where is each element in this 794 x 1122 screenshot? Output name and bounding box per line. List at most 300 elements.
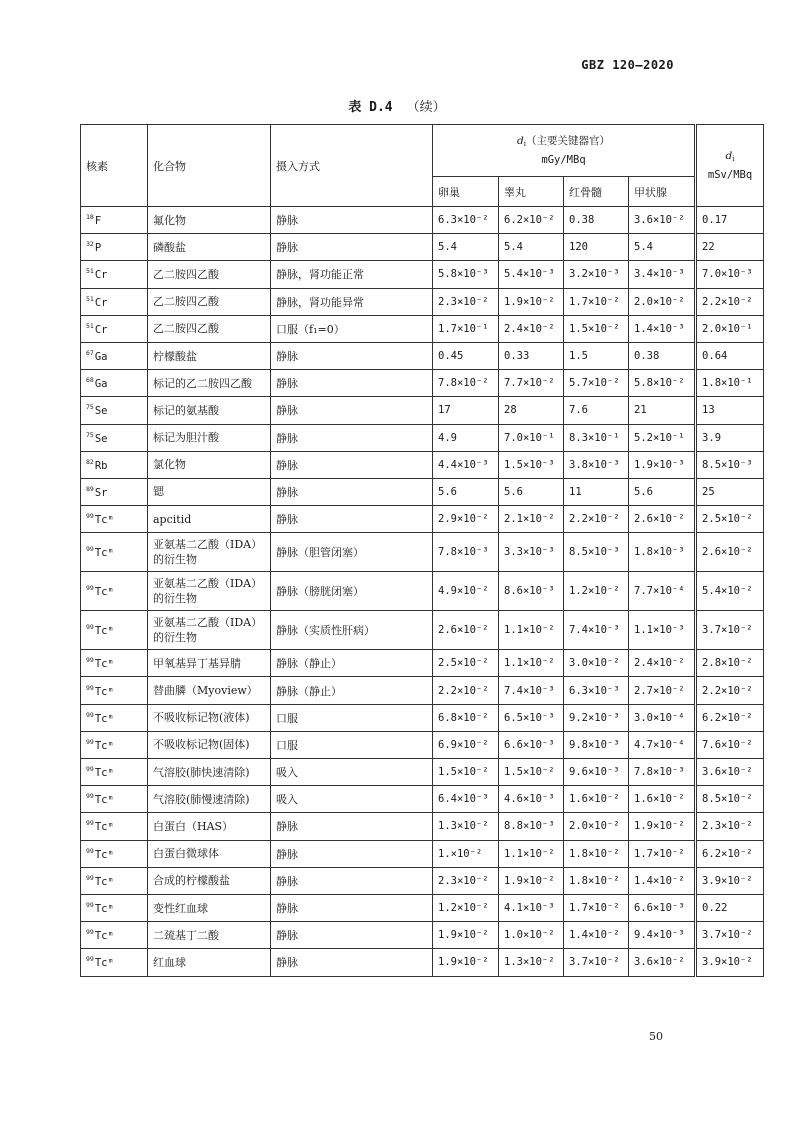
header-organ-group-symbol: d	[517, 135, 524, 147]
nuclide-cell	[81, 288, 148, 315]
ovary-dose-cell: 1.2×10⁻²	[433, 894, 499, 921]
route-cell: 静脉	[271, 342, 433, 369]
table-row	[81, 650, 764, 677]
header-organ-group-sub: i	[523, 140, 527, 148]
element-symbol: Tcᵐ	[94, 903, 114, 916]
route-cell: 静脉	[271, 506, 433, 533]
red-marrow-dose-cell: 8.3×10⁻¹	[564, 424, 629, 451]
header-organ-red-marrow: 红骨髓	[564, 177, 629, 207]
nuclide-cell	[81, 949, 148, 976]
element-symbol: Tcᵐ	[94, 739, 114, 752]
testis-dose-cell: 5.4×10⁻³	[499, 261, 564, 288]
red-marrow-dose-cell: 5.7×10⁻²	[564, 370, 629, 397]
effective-dose-cell: 0.64	[696, 342, 764, 369]
testis-dose-cell: 1.9×10⁻²	[499, 867, 564, 894]
thyroid-dose-cell: 1.9×10⁻²	[629, 813, 696, 840]
route-cell: 静脉	[271, 813, 433, 840]
element-symbol: Cr	[94, 323, 108, 336]
thyroid-dose-cell: 3.6×10⁻²	[629, 949, 696, 976]
route-cell: 静脉	[271, 949, 433, 976]
header-organ-group-text: （主要关键器官）	[526, 135, 611, 147]
mass-number: 99	[86, 955, 94, 964]
red-marrow-dose-cell: 3.0×10⁻²	[564, 650, 629, 677]
testis-dose-cell: 1.9×10⁻²	[499, 288, 564, 315]
nuclide-cell	[81, 650, 148, 677]
red-marrow-dose-cell: 2.0×10⁻²	[564, 813, 629, 840]
nuclide-cell	[81, 451, 148, 478]
ovary-dose-cell: 7.8×10⁻³	[433, 533, 499, 572]
compound-cell: 氯化物	[148, 451, 271, 478]
element-symbol: Tcᵐ	[94, 625, 114, 638]
table-row	[81, 342, 764, 369]
compound-cell: 不吸收标记物(液体)	[148, 704, 271, 731]
ovary-dose-cell: 4.9	[433, 424, 499, 451]
effective-dose-cell: 5.4×10⁻²	[696, 572, 764, 611]
red-marrow-dose-cell: 8.5×10⁻³	[564, 533, 629, 572]
red-marrow-dose-cell: 1.4×10⁻²	[564, 922, 629, 949]
compound-cell: 标记为胆汁酸	[148, 424, 271, 451]
effective-dose-cell: 1.8×10⁻¹	[696, 370, 764, 397]
thyroid-dose-cell: 1.7×10⁻²	[629, 840, 696, 867]
compound-cell: 不吸收标记物(固体)	[148, 731, 271, 758]
compound-cell: 气溶胶(肺快速清除)	[148, 759, 271, 786]
compound-cell: 甲氧基异丁基异腈	[148, 650, 271, 677]
effective-dose-cell: 6.2×10⁻²	[696, 840, 764, 867]
header-effective-sub: i	[732, 155, 735, 163]
effective-dose-cell: 0.17	[696, 207, 764, 234]
red-marrow-dose-cell: 9.8×10⁻³	[564, 731, 629, 758]
thyroid-dose-cell: 1.9×10⁻³	[629, 451, 696, 478]
header-row-1	[81, 125, 764, 177]
ovary-dose-cell: 5.8×10⁻³	[433, 261, 499, 288]
thyroid-dose-cell: 3.0×10⁻⁴	[629, 704, 696, 731]
nuclide-cell	[81, 759, 148, 786]
element-symbol: Tcᵐ	[94, 794, 114, 807]
effective-dose-cell: 7.0×10⁻³	[696, 261, 764, 288]
header-effective	[696, 125, 764, 207]
effective-dose-cell: 3.7×10⁻²	[696, 922, 764, 949]
table-continued-label: （续）	[406, 100, 446, 115]
header-organ-group-unit: mGy/MBq	[541, 154, 586, 166]
testis-dose-cell: 2.4×10⁻²	[499, 315, 564, 342]
testis-dose-cell: 3.3×10⁻³	[499, 533, 564, 572]
mass-number: 99	[86, 584, 94, 593]
nuclide-cell	[81, 894, 148, 921]
nuclide-cell	[81, 397, 148, 424]
element-symbol: Sr	[94, 486, 108, 499]
effective-dose-cell: 3.7×10⁻²	[696, 611, 764, 650]
compound-cell: 乙二胺四乙酸	[148, 261, 271, 288]
element-symbol: Tcᵐ	[94, 848, 114, 861]
red-marrow-dose-cell: 0.38	[564, 207, 629, 234]
thyroid-dose-cell: 5.4	[629, 234, 696, 261]
mass-number: 99	[86, 792, 94, 801]
table-row	[81, 288, 764, 315]
nuclide-cell	[81, 506, 148, 533]
nuclide-cell	[81, 342, 148, 369]
route-cell: 静脉	[271, 840, 433, 867]
table-row	[81, 234, 764, 261]
nuclide-cell	[81, 315, 148, 342]
table-row	[81, 207, 764, 234]
table-row	[81, 704, 764, 731]
nuclide-cell	[81, 840, 148, 867]
standard-code: GBZ 120—2020	[581, 58, 674, 72]
red-marrow-dose-cell: 1.6×10⁻²	[564, 786, 629, 813]
nuclide-cell	[81, 704, 148, 731]
table-row	[81, 451, 764, 478]
effective-dose-cell: 8.5×10⁻²	[696, 786, 764, 813]
compound-cell: 亚氨基二乙酸（IDA）的衍生物	[148, 611, 271, 650]
mass-number: 32	[86, 240, 94, 249]
testis-dose-cell: 4.6×10⁻³	[499, 786, 564, 813]
compound-cell: 锶	[148, 478, 271, 505]
ovary-dose-cell: 2.3×10⁻²	[433, 867, 499, 894]
mass-number: 99	[86, 737, 94, 746]
mass-number: 99	[86, 873, 94, 882]
ovary-dose-cell: 2.6×10⁻²	[433, 611, 499, 650]
red-marrow-dose-cell: 1.8×10⁻²	[564, 840, 629, 867]
element-symbol: Ga	[94, 351, 108, 364]
table-row	[81, 370, 764, 397]
route-cell: 吸入	[271, 786, 433, 813]
thyroid-dose-cell: 3.6×10⁻²	[629, 207, 696, 234]
compound-cell: 亚氨基二乙酸（IDA）的衍生物	[148, 533, 271, 572]
route-cell: 静脉（静止）	[271, 650, 433, 677]
nuclide-cell	[81, 478, 148, 505]
ovary-dose-cell: 6.9×10⁻²	[433, 731, 499, 758]
route-cell: 静脉	[271, 207, 433, 234]
thyroid-dose-cell: 4.7×10⁻⁴	[629, 731, 696, 758]
ovary-dose-cell: 2.5×10⁻²	[433, 650, 499, 677]
compound-cell: 乙二胺四乙酸	[148, 315, 271, 342]
page-number: 50	[649, 1030, 663, 1043]
element-symbol: Se	[94, 405, 108, 418]
mass-number: 99	[86, 710, 94, 719]
route-cell: 静脉	[271, 397, 433, 424]
red-marrow-dose-cell: 1.7×10⁻²	[564, 894, 629, 921]
mass-number: 75	[86, 403, 94, 412]
ovary-dose-cell: 2.2×10⁻²	[433, 677, 499, 704]
effective-dose-cell: 7.6×10⁻²	[696, 731, 764, 758]
testis-dose-cell: 28	[499, 397, 564, 424]
testis-dose-cell: 1.1×10⁻²	[499, 840, 564, 867]
route-cell: 静脉	[271, 424, 433, 451]
effective-dose-cell: 3.9	[696, 424, 764, 451]
thyroid-dose-cell: 0.38	[629, 342, 696, 369]
ovary-dose-cell: 1.7×10⁻¹	[433, 315, 499, 342]
thyroid-dose-cell: 5.8×10⁻²	[629, 370, 696, 397]
thyroid-dose-cell: 2.0×10⁻²	[629, 288, 696, 315]
mass-number: 51	[86, 321, 94, 330]
table-row	[81, 478, 764, 505]
ovary-dose-cell: 5.6	[433, 478, 499, 505]
ovary-dose-cell: 5.4	[433, 234, 499, 261]
effective-dose-cell: 25	[696, 478, 764, 505]
testis-dose-cell: 2.1×10⁻²	[499, 506, 564, 533]
header-organ-ovary: 卵巢	[433, 177, 499, 207]
effective-dose-cell: 2.5×10⁻²	[696, 506, 764, 533]
route-cell: 静脉（实质性肝病）	[271, 611, 433, 650]
element-symbol: F	[94, 215, 102, 228]
effective-dose-cell: 2.2×10⁻²	[696, 677, 764, 704]
effective-dose-cell: 3.6×10⁻²	[696, 759, 764, 786]
red-marrow-dose-cell: 120	[564, 234, 629, 261]
effective-dose-cell: 2.6×10⁻²	[696, 533, 764, 572]
thyroid-dose-cell: 5.2×10⁻¹	[629, 424, 696, 451]
table-row	[81, 840, 764, 867]
table-row	[81, 949, 764, 976]
nuclide-cell	[81, 677, 148, 704]
compound-cell: 变性红血球	[148, 894, 271, 921]
element-symbol: Tcᵐ	[94, 767, 114, 780]
compound-cell: 磷酸盐	[148, 234, 271, 261]
mass-number: 67	[86, 349, 94, 358]
mass-number: 99	[86, 512, 94, 521]
compound-cell: 气溶胶(肺慢速清除)	[148, 786, 271, 813]
table-row	[81, 315, 764, 342]
mass-number: 51	[86, 267, 94, 276]
effective-dose-cell: 2.3×10⁻²	[696, 813, 764, 840]
ovary-dose-cell: 1.3×10⁻²	[433, 813, 499, 840]
testis-dose-cell: 7.7×10⁻²	[499, 370, 564, 397]
mass-number: 18	[86, 213, 94, 222]
mass-number: 75	[86, 430, 94, 439]
testis-dose-cell: 1.1×10⁻²	[499, 611, 564, 650]
thyroid-dose-cell: 21	[629, 397, 696, 424]
red-marrow-dose-cell: 1.8×10⁻²	[564, 867, 629, 894]
nuclide-cell	[81, 370, 148, 397]
compound-cell: apcitid	[148, 506, 271, 533]
nuclide-cell	[81, 867, 148, 894]
mass-number: 99	[86, 765, 94, 774]
route-cell: 静脉，肾功能正常	[271, 261, 433, 288]
ovary-dose-cell: 6.3×10⁻²	[433, 207, 499, 234]
element-symbol: Tcᵐ	[94, 821, 114, 834]
nuclide-cell	[81, 207, 148, 234]
compound-cell: 亚氨基二乙酸（IDA）的衍生物	[148, 572, 271, 611]
table-number: 表 D.4	[348, 100, 393, 115]
compound-cell: 氟化物	[148, 207, 271, 234]
element-symbol: Rb	[94, 459, 108, 472]
mass-number: 99	[86, 901, 94, 910]
element-symbol: Tcᵐ	[94, 658, 114, 671]
table-row	[81, 894, 764, 921]
table-row	[81, 731, 764, 758]
ovary-dose-cell: 1.5×10⁻²	[433, 759, 499, 786]
compound-cell: 替曲膦（Myoview）	[148, 677, 271, 704]
header-organ-testis: 睾丸	[499, 177, 564, 207]
table-row	[81, 261, 764, 288]
thyroid-dose-cell: 5.6	[629, 478, 696, 505]
thyroid-dose-cell: 6.6×10⁻³	[629, 894, 696, 921]
compound-cell: 红血球	[148, 949, 271, 976]
red-marrow-dose-cell: 9.2×10⁻³	[564, 704, 629, 731]
table-row	[81, 813, 764, 840]
nuclide-cell	[81, 922, 148, 949]
ovary-dose-cell: 6.8×10⁻²	[433, 704, 499, 731]
route-cell: 口服（f₁=0）	[271, 315, 433, 342]
red-marrow-dose-cell: 7.6	[564, 397, 629, 424]
red-marrow-dose-cell: 6.3×10⁻³	[564, 677, 629, 704]
compound-cell: 标记的乙二胺四乙酸	[148, 370, 271, 397]
nuclide-cell	[81, 813, 148, 840]
nuclide-cell	[81, 611, 148, 650]
effective-dose-cell: 13	[696, 397, 764, 424]
effective-dose-cell: 2.0×10⁻¹	[696, 315, 764, 342]
dose-coefficient-table	[80, 124, 764, 977]
testis-dose-cell: 5.4	[499, 234, 564, 261]
element-symbol: Tcᵐ	[94, 547, 114, 560]
red-marrow-dose-cell: 7.4×10⁻³	[564, 611, 629, 650]
table-row	[81, 922, 764, 949]
nuclide-cell	[81, 234, 148, 261]
mass-number: 99	[86, 623, 94, 632]
effective-dose-cell: 3.9×10⁻²	[696, 867, 764, 894]
compound-cell: 二巯基丁二酸	[148, 922, 271, 949]
thyroid-dose-cell: 9.4×10⁻³	[629, 922, 696, 949]
red-marrow-dose-cell: 1.2×10⁻²	[564, 572, 629, 611]
effective-dose-cell: 22	[696, 234, 764, 261]
mass-number: 99	[86, 683, 94, 692]
route-cell: 静脉	[271, 867, 433, 894]
element-symbol: Tcᵐ	[94, 586, 114, 599]
nuclide-cell	[81, 731, 148, 758]
nuclide-cell	[81, 533, 148, 572]
ovary-dose-cell: 7.8×10⁻²	[433, 370, 499, 397]
mass-number: 99	[86, 656, 94, 665]
element-symbol: Tcᵐ	[94, 957, 114, 970]
red-marrow-dose-cell: 3.2×10⁻³	[564, 261, 629, 288]
compound-cell: 柠檬酸盐	[148, 342, 271, 369]
ovary-dose-cell: 2.3×10⁻²	[433, 288, 499, 315]
ovary-dose-cell: 2.9×10⁻²	[433, 506, 499, 533]
ovary-dose-cell: 1.9×10⁻²	[433, 922, 499, 949]
testis-dose-cell: 1.5×10⁻³	[499, 451, 564, 478]
header-organ-thyroid: 甲状腺	[629, 177, 696, 207]
red-marrow-dose-cell: 1.7×10⁻²	[564, 288, 629, 315]
compound-cell: 白蛋白（HAS）	[148, 813, 271, 840]
table-row	[81, 572, 764, 611]
red-marrow-dose-cell: 9.6×10⁻³	[564, 759, 629, 786]
route-cell: 静脉	[271, 478, 433, 505]
route-cell: 静脉	[271, 370, 433, 397]
thyroid-dose-cell: 3.4×10⁻³	[629, 261, 696, 288]
mass-number: 99	[86, 819, 94, 828]
nuclide-cell	[81, 786, 148, 813]
element-symbol: Ga	[94, 378, 108, 391]
testis-dose-cell: 1.1×10⁻²	[499, 650, 564, 677]
testis-dose-cell: 8.8×10⁻³	[499, 813, 564, 840]
table-row	[81, 397, 764, 424]
mass-number: 51	[86, 294, 94, 303]
route-cell: 静脉	[271, 234, 433, 261]
element-symbol: Cr	[94, 296, 108, 309]
element-symbol: Tcᵐ	[94, 875, 114, 888]
thyroid-dose-cell: 2.6×10⁻²	[629, 506, 696, 533]
red-marrow-dose-cell: 1.5×10⁻²	[564, 315, 629, 342]
mass-number: 99	[86, 928, 94, 937]
thyroid-dose-cell: 1.6×10⁻²	[629, 786, 696, 813]
thyroid-dose-cell: 2.4×10⁻²	[629, 650, 696, 677]
testis-dose-cell: 1.5×10⁻²	[499, 759, 564, 786]
route-cell: 静脉	[271, 894, 433, 921]
testis-dose-cell: 1.0×10⁻²	[499, 922, 564, 949]
ovary-dose-cell: 6.4×10⁻³	[433, 786, 499, 813]
compound-cell: 合成的柠檬酸盐	[148, 867, 271, 894]
mass-number: 82	[86, 457, 94, 466]
table-body	[81, 207, 764, 977]
table-row	[81, 677, 764, 704]
testis-dose-cell: 6.6×10⁻³	[499, 731, 564, 758]
effective-dose-cell: 2.2×10⁻²	[696, 288, 764, 315]
thyroid-dose-cell: 7.7×10⁻⁴	[629, 572, 696, 611]
testis-dose-cell: 7.4×10⁻³	[499, 677, 564, 704]
route-cell: 口服	[271, 731, 433, 758]
ovary-dose-cell: 0.45	[433, 342, 499, 369]
ovary-dose-cell: 1.9×10⁻²	[433, 949, 499, 976]
compound-cell: 标记的氨基酸	[148, 397, 271, 424]
thyroid-dose-cell: 2.7×10⁻²	[629, 677, 696, 704]
table-row	[81, 611, 764, 650]
testis-dose-cell: 5.6	[499, 478, 564, 505]
element-symbol: Tcᵐ	[94, 712, 114, 725]
testis-dose-cell: 6.2×10⁻²	[499, 207, 564, 234]
thyroid-dose-cell: 1.4×10⁻²	[629, 867, 696, 894]
route-cell: 静脉	[271, 451, 433, 478]
element-symbol: Tcᵐ	[94, 930, 114, 943]
header-compound: 化合物	[148, 125, 271, 207]
thyroid-dose-cell: 7.8×10⁻³	[629, 759, 696, 786]
route-cell: 静脉（胆管闭塞）	[271, 533, 433, 572]
element-symbol: Se	[94, 432, 108, 445]
ovary-dose-cell: 1.×10⁻²	[433, 840, 499, 867]
table-caption	[0, 96, 794, 115]
table-row	[81, 867, 764, 894]
thyroid-dose-cell: 1.1×10⁻³	[629, 611, 696, 650]
ovary-dose-cell: 17	[433, 397, 499, 424]
nuclide-cell	[81, 424, 148, 451]
testis-dose-cell: 8.6×10⁻³	[499, 572, 564, 611]
red-marrow-dose-cell: 11	[564, 478, 629, 505]
header-route: 摄入方式	[271, 125, 433, 207]
testis-dose-cell: 6.5×10⁻³	[499, 704, 564, 731]
table-row	[81, 786, 764, 813]
header-effective-unit: mSv/MBq	[707, 169, 753, 181]
route-cell: 静脉，肾功能异常	[271, 288, 433, 315]
effective-dose-cell: 2.8×10⁻²	[696, 650, 764, 677]
route-cell: 静脉（静止）	[271, 677, 433, 704]
route-cell: 口服	[271, 704, 433, 731]
element-symbol: Tcᵐ	[94, 685, 114, 698]
nuclide-cell	[81, 572, 148, 611]
header-effective-symbol: d	[725, 150, 733, 162]
red-marrow-dose-cell: 1.5	[564, 342, 629, 369]
ovary-dose-cell: 4.9×10⁻²	[433, 572, 499, 611]
mass-number: 99	[86, 846, 94, 855]
red-marrow-dose-cell: 2.2×10⁻²	[564, 506, 629, 533]
thyroid-dose-cell: 1.8×10⁻³	[629, 533, 696, 572]
route-cell: 静脉（膀胱闭塞）	[271, 572, 433, 611]
header-organ-group	[433, 125, 696, 177]
table-row	[81, 506, 764, 533]
red-marrow-dose-cell: 3.7×10⁻²	[564, 949, 629, 976]
mass-number: 89	[86, 484, 94, 493]
element-symbol: Tcᵐ	[94, 514, 114, 527]
effective-dose-cell: 6.2×10⁻²	[696, 704, 764, 731]
thyroid-dose-cell: 1.4×10⁻³	[629, 315, 696, 342]
mass-number: 99	[86, 545, 94, 554]
